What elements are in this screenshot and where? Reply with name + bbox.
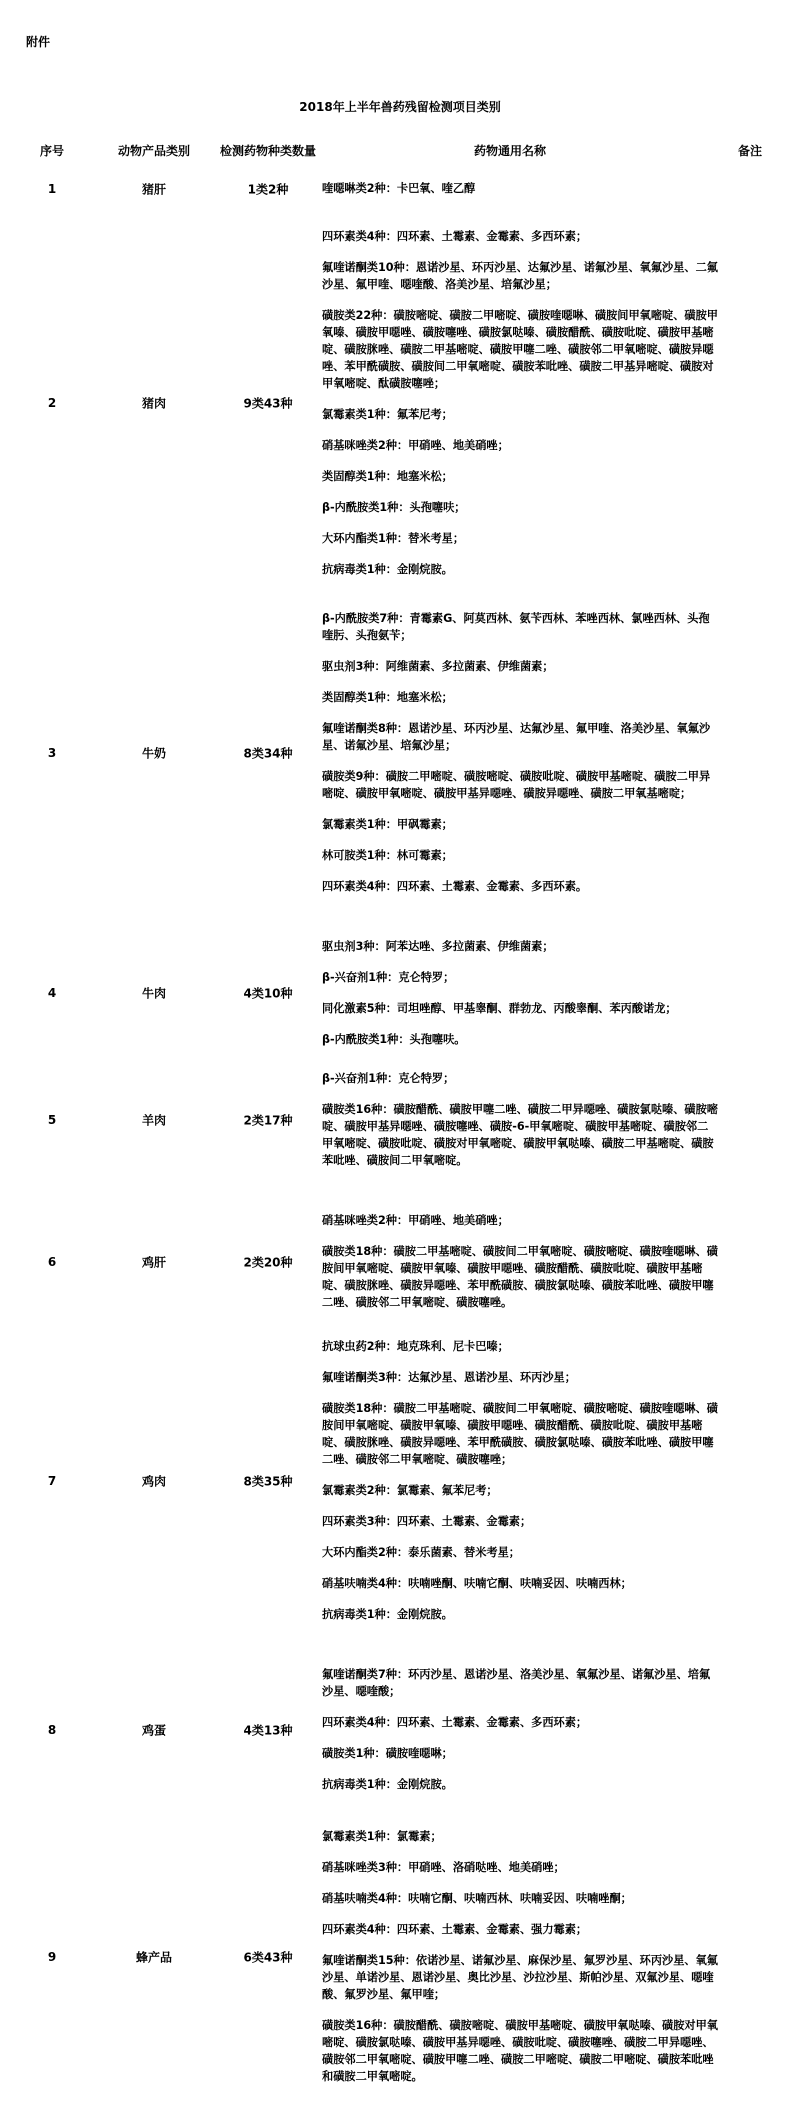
row-product-category: 牛肉: [141, 986, 166, 1001]
table-row: [0, 1212, 800, 1311]
drug-names-cell: [322, 1828, 718, 2099]
row-serial-no: 6: [47, 1254, 57, 1269]
row-product-category: 蜂产品: [135, 1950, 172, 1964]
drug-class-entry: 氟喹诺酮类10种：恩诺沙星、环丙沙星、达氟沙星、诺氟沙星、氧氟沙星、二氟沙星、氟甲喹、噁喹酸、洛美沙星、培氟沙星；: [322, 261, 718, 291]
drug-class-entry: 氯霉素类2种：氯霉素、氟苯尼考；: [322, 1484, 498, 1497]
row-drug-count: 8类34种: [243, 746, 293, 760]
row-product-category: 牛奶: [141, 746, 166, 760]
row-drug-count: 6类43种: [243, 1950, 293, 1964]
drug-class-entry: 硝基呋喃类4种：呋喃唑酮、呋喃它酮、呋喃妥因、呋喃西林；: [322, 1577, 632, 1590]
drug-class-entry: 类固醇类1种：地塞米松；: [322, 691, 453, 704]
row-drug-count: 4类13种: [243, 1723, 293, 1737]
drug-class-entry: 硝基咪唑类3种：甲硝唑、洛硝哒唑、地美硝唑；: [322, 1861, 565, 1874]
drug-names-cell: [322, 1338, 718, 1637]
document-title: 2018年上半年兽药残留检测项目类别: [299, 100, 501, 114]
drug-class-entry: 抗病毒类1种：金刚烷胺。: [322, 1778, 453, 1791]
row-serial-no: 5: [47, 1112, 57, 1127]
table-row: [0, 180, 800, 197]
drug-names-cell: [322, 938, 718, 1062]
attachment-label: 附件: [26, 35, 51, 49]
drug-class-entry: 硝基呋喃类4种：呋喃它酮、呋喃西林、呋喃妥因、呋喃唑酮；: [322, 1892, 632, 1905]
row-drug-count: 4类10种: [243, 986, 293, 1001]
drug-class-entry: 四环素类4种：四环素、土霉素、金霉素、强力霉素；: [322, 1923, 588, 1936]
header-product-category: 动物产品类别: [117, 144, 190, 158]
drug-class-entry: 类固醇类1种：地塞米松；: [322, 470, 453, 483]
drug-class-entry: 四环素类4种：四环素、土霉素、金霉素、多西环素；: [322, 230, 588, 243]
drug-class-entry: 磺胺类16种：磺胺醋酰、磺胺嘧啶、磺胺甲基嘧啶、磺胺甲氧哒嗪、磺胺对甲氧嘧啶、磺胺氯哒嗪、磺胺甲基异噁唑、磺胺吡啶、磺胺噻唑、磺胺二甲异噁唑、磺胺邻二甲氧嘧啶、磺胺甲噻二唑、磺胺二甲嘧啶、磺胺二甲嘧啶、磺胺苯吡唑和磺胺二甲氧嘧啶。: [322, 2019, 718, 2083]
drug-class-entry: 氯霉素类1种：氯霉素；: [322, 1830, 442, 1843]
row-serial-no: 1: [47, 181, 57, 196]
row-product-category: 羊肉: [141, 1113, 166, 1127]
drug-class-entry: 氯霉素类1种：甲砜霉素；: [322, 818, 453, 831]
drug-class-entry: 磺胺类18种：磺胺二甲基嘧啶、磺胺间二甲氧嘧啶、磺胺嘧啶、磺胺喹噁啉、磺胺间甲氧嘧啶、磺胺甲氧嗪、磺胺甲噁唑、磺胺醋酰、磺胺吡啶、磺胺甲基嘧啶、磺胺脒唑、磺胺异噁唑、苯甲酰磺胺、磺胺氯哒嗪、磺胺苯吡唑、磺胺甲噻二唑、磺胺邻二甲氧嘧啶、磺胺噻唑。: [322, 1245, 718, 1309]
table-row: [0, 228, 800, 578]
drug-class-entry: 氟喹诺酮类7种：环丙沙星、恩诺沙星、洛美沙星、氧氟沙星、诺氟沙星、培氟沙星、噁喹酸；: [322, 1668, 711, 1698]
header-drug-names: 药物通用名称: [473, 144, 546, 158]
drug-class-entry: 同化激素5种：司坦唑醇、甲基睾酮、群勃龙、丙酸睾酮、苯丙酸诺龙；: [322, 1002, 677, 1015]
drug-names-cell: [322, 610, 718, 909]
row-serial-no: 2: [47, 396, 57, 410]
drug-class-entry: β-内酰胺类1种：头孢噻呋。: [322, 1033, 466, 1046]
drug-class-entry: β-内酰胺类7种：青霉素G、阿莫西林、氨苄西林、苯唑西林、氯唑西林、头孢喹肟、头孢氨苄；: [322, 612, 710, 642]
drug-class-entry: 林可胺类1种：林可霉素；: [322, 849, 453, 862]
drug-class-entry: β-内酰胺类1种：头孢噻呋；: [322, 501, 466, 514]
row-product-category: 猪肉: [141, 396, 166, 411]
drug-class-entry: 硝基咪唑类2种：甲硝唑、地美硝唑；: [322, 1214, 509, 1227]
drug-class-entry: 氯霉素类1种：氟苯尼考；: [322, 408, 453, 421]
drug-names-cell: [322, 180, 718, 211]
row-product-category: 猪肝: [141, 182, 166, 196]
row-product-category: 鸡肝: [141, 1255, 166, 1269]
row-drug-count: 9类43种: [243, 396, 293, 411]
drug-class-entry: 氟喹诺酮类15种：依诺沙星、诺氟沙星、麻保沙星、氟罗沙星、环丙沙星、氧氟沙星、单诺沙星、恩诺沙星、奥比沙星、沙拉沙星、斯帕沙星、双氟沙星、噁喹酸、氟罗沙星、氟甲喹；: [322, 1954, 718, 2001]
header-serial-no: 序号: [39, 144, 64, 158]
drug-class-entry: 四环素类3种：四环素、土霉素、金霉素；: [322, 1515, 532, 1528]
drug-class-entry: 抗病毒类1种：金刚烷胺。: [322, 1608, 453, 1621]
row-drug-count: 1类2种: [247, 182, 289, 196]
drug-class-entry: 驱虫剂3种：阿维菌素、多拉菌素、伊维菌素；: [322, 660, 554, 673]
header-remarks: 备注: [737, 144, 762, 158]
drug-class-entry: 抗球虫药2种：地克珠利、尼卡巴嗪；: [322, 1340, 509, 1353]
drug-class-entry: 磺胺类9种：磺胺二甲嘧啶、磺胺嘧啶、磺胺吡啶、磺胺甲基嘧啶、磺胺二甲异嘧啶、磺胺甲氧嘧啶、磺胺甲基异噁唑、磺胺异噁唑、磺胺二甲氧基嘧啶；: [322, 770, 711, 800]
drug-class-entry: 喹噁啉类2种：卡巴氧、喹乙醇: [322, 182, 476, 195]
drug-class-entry: 氟喹诺酮类3种：达氟沙星、恩诺沙星、环丙沙星；: [322, 1371, 576, 1384]
drug-class-entry: 驱虫剂3种：阿苯达唑、多拉菌素、伊维菌素；: [322, 940, 554, 953]
row-product-category: 鸡蛋: [141, 1723, 166, 1737]
table-row: [0, 610, 800, 895]
drug-names-cell: [322, 1070, 718, 1183]
drug-class-entry: 四环素类4种：四环素、土霉素、金霉素、多西环素。: [322, 880, 588, 893]
row-drug-count: 2类20种: [243, 1255, 293, 1269]
row-drug-count: 8类35种: [243, 1474, 293, 1488]
drug-class-entry: 大环内酯类1种：替米考星；: [322, 532, 465, 545]
row-serial-no: 7: [47, 1473, 57, 1488]
drug-class-entry: 抗病毒类1种：金刚烷胺。: [322, 563, 453, 576]
table-row: [0, 1338, 800, 1623]
drug-names-cell: [322, 1666, 718, 1807]
row-product-category: 鸡肉: [141, 1474, 166, 1488]
row-serial-no: 9: [47, 1949, 57, 1964]
row-serial-no: 4: [47, 986, 57, 1000]
drug-names-cell: [322, 228, 718, 592]
drug-class-entry: 氟喹诺酮类8种：恩诺沙星、环丙沙星、达氟沙星、氟甲喹、洛美沙星、氧氟沙星、诺氟沙星、培氟沙星；: [322, 722, 711, 752]
table-row: [0, 1666, 800, 1793]
table-row: [0, 1828, 800, 2085]
drug-class-entry: 四环素类4种：四环素、土霉素、金霉素、多西环素；: [322, 1716, 588, 1729]
drug-class-entry: 磺胺类22种：磺胺嘧啶、磺胺二甲嘧啶、磺胺喹噁啉、磺胺间甲氧嘧啶、磺胺甲氧嗪、磺胺甲噁唑、磺胺噻唑、磺胺氯哒嗪、磺胺醋酰、磺胺吡啶、磺胺甲基嘧啶、磺胺脒唑、磺胺二甲基嘧啶、磺胺甲噻二唑、磺胺邻二甲氧嘧啶、磺胺异噁唑、苯甲酰磺胺、磺胺间二甲氧嘧啶、磺胺苯吡唑、磺胺二甲基异嘧啶、磺胺对甲氧嘧啶、酞磺胺噻唑；: [322, 309, 718, 390]
drug-class-entry: 硝基咪唑类2种：甲硝唑、地美硝唑；: [322, 439, 509, 452]
drug-class-entry: β-兴奋剂1种：克仑特罗；: [322, 971, 455, 984]
table-row: [0, 938, 800, 1048]
drug-class-entry: β-兴奋剂1种：克仑特罗；: [322, 1072, 455, 1085]
drug-class-entry: 磺胺类18种：磺胺二甲基嘧啶、磺胺间二甲氧嘧啶、磺胺嘧啶、磺胺喹噁啉、磺胺间甲氧嘧啶、磺胺甲氧嗪、磺胺甲噁唑、磺胺醋酰、磺胺吡啶、磺胺甲基嘧啶、磺胺脒唑、磺胺异噁唑、苯甲酰磺胺、磺胺氯哒嗪、磺胺苯吡唑、磺胺甲噻二唑、磺胺邻二甲氧嘧啶、磺胺噻唑；: [322, 1402, 718, 1466]
table-row: [0, 1070, 800, 1169]
drug-class-entry: 磺胺类16种：磺胺醋酰、磺胺甲噻二唑、磺胺二甲异噁唑、磺胺氯哒嗪、磺胺嘧啶、磺胺甲基异噁唑、磺胺噻唑、磺胺-6-甲氧嘧啶、磺胺甲基嘧啶、磺胺邻二甲氧嘧啶、磺胺吡啶、磺胺对甲氧嘧啶、磺胺甲氧哒嗪、磺胺二甲基嘧啶、磺胺苯吡唑、磺胺间二甲氧嘧啶。: [322, 1103, 718, 1167]
header-drug-count: 检测药物种类数量: [219, 144, 316, 158]
drug-names-cell: [322, 1212, 718, 1325]
row-drug-count: 2类17种: [243, 1113, 293, 1127]
row-serial-no: 3: [47, 745, 57, 760]
drug-class-entry: 磺胺类1种：磺胺喹噁啉；: [322, 1747, 453, 1760]
row-serial-no: 8: [47, 1722, 57, 1737]
drug-class-entry: 大环内酯类2种：泰乐菌素、替米考星；: [322, 1546, 520, 1559]
